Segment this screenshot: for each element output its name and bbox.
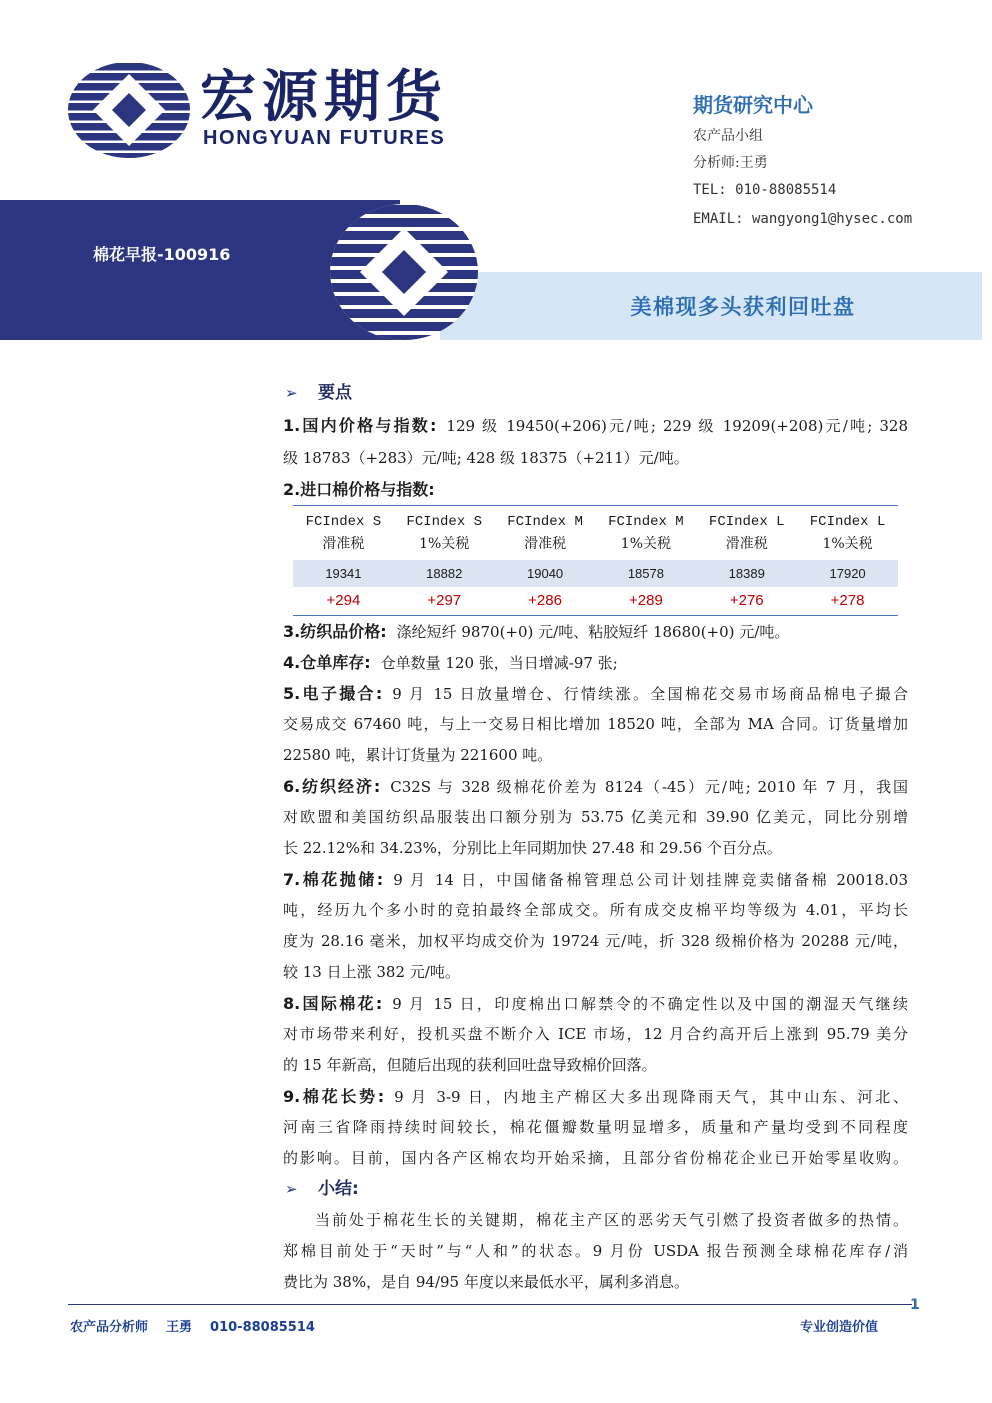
section-label: 9.棉花长势:	[283, 1087, 385, 1106]
text-line: 长 22.12%和 34.23%，分别比上年同期加快 27.48 和 29.56 个百分点。	[283, 839, 782, 857]
table-header-cell	[696, 506, 797, 560]
column-index-name: FCIndex L	[809, 514, 886, 530]
column-index-name: FCIndex M	[507, 514, 583, 530]
import-cotton-index-table	[293, 505, 898, 616]
research-center-title: 期货研究中心	[693, 93, 813, 117]
text-line	[283, 864, 908, 895]
column-tariff: 滑准税	[524, 536, 567, 552]
change-cell: +297	[427, 592, 462, 609]
section-text: 仓单数量 120 张，当日增减-97 张;	[380, 654, 618, 672]
table-header-cell	[797, 506, 898, 560]
section-label: 6.纺织经济:	[283, 777, 381, 796]
table-header-cell	[495, 506, 596, 560]
section-label: 1.国内价格与指数:	[283, 416, 437, 435]
key-points-title: 要点	[318, 383, 352, 403]
column-index-name: FCIndex M	[608, 514, 684, 530]
change-cell: +286	[528, 592, 562, 609]
hongyuan-emblem-icon	[330, 204, 478, 340]
text-line	[283, 647, 908, 678]
analyst-name: 分析师:王勇	[693, 155, 768, 171]
section-text: 涤纶短纤 9870(+0) 元/吨、粘胶短纤 18680(+0) 元/吨。	[396, 623, 790, 641]
text-line: 当前处于棉花生长的关键期，棉花主产区的恶劣天气引燃了投资者做多的热情。	[315, 1211, 908, 1229]
text-line: 费比为 38%，是自 94/95 年度以来最低水平，属利多消息。	[283, 1273, 689, 1291]
summary-title: 小结:	[318, 1179, 359, 1199]
text-line: 较 13 日上涨 382 元/吨。	[283, 963, 460, 981]
column-index-name: FCIndex S	[305, 514, 382, 530]
section-text: C32S 与 328 级棉花价差为 8124（-45）元/吨; 2010 年 7 月，我国	[390, 778, 908, 796]
text-line: 河南三省降雨持续时间较长，棉花僵瓣数量明显增多，质量和产量均受到不同程度	[283, 1118, 908, 1136]
summary-heading	[283, 1174, 908, 1205]
content-block-top	[283, 376, 908, 506]
column-index-name: FCIndex L	[708, 514, 785, 530]
table-header-cell	[394, 506, 495, 560]
text-line: 对欧盟和美国纺织品服装出口额分别为 53.75 亿美元和 39.90 亿美元，同比分别增	[283, 808, 908, 826]
table-header-cell	[293, 506, 394, 560]
change-cell: +278	[830, 592, 865, 609]
footer-name: 王勇	[166, 1320, 193, 1335]
arrow-bullet-icon: ➢	[285, 1180, 298, 1198]
text-line: 度为 28.16 毫米，加权平均成交价为 19724 元/吨，折 328 级棉价格为 20288 元/吨，	[283, 932, 908, 950]
text-line: 吨，经历九个多小时的竞拍最终全部成交。所有成交皮棉平均等级为 4.01，平均长	[283, 901, 908, 919]
price-cell: 19341	[325, 566, 362, 581]
section-label: 8.国际棉花:	[283, 994, 383, 1013]
text-line	[283, 771, 908, 802]
arrow-bullet-icon: ➢	[285, 384, 298, 402]
change-cell: +289	[629, 592, 663, 609]
column-tariff: 滑准税	[725, 536, 768, 552]
column-tariff: 1%关税	[822, 536, 873, 552]
text-line	[283, 616, 908, 647]
price-cell: 18578	[627, 566, 664, 581]
table-header-cell	[596, 506, 697, 560]
footer-phone: 010-88085514	[210, 1320, 315, 1335]
text-line: 22580 吨，累计订货量为 221600 吨。	[283, 746, 553, 764]
column-index-name: FCIndex S	[406, 514, 483, 530]
logo-name-en: HONGYUAN FUTURES	[203, 127, 446, 149]
price-cell: 19040	[527, 566, 564, 581]
change-cell: +294	[326, 592, 361, 609]
price-cell: 18882	[426, 566, 463, 581]
key-points-heading	[283, 376, 908, 410]
group-name: 农产品小组	[693, 128, 763, 144]
column-tariff: 滑准税	[322, 536, 365, 552]
section-label: 5.电子撮合:	[283, 684, 383, 703]
report-id: 棉花早报-100916	[93, 245, 231, 264]
section-label: 2.进口棉价格与指数:	[283, 480, 435, 499]
section-label: 4.仓单库存:	[283, 653, 371, 672]
content-block-bottom	[283, 616, 908, 1298]
section-text: 9 月 15 日放量增仓、行情续涨。全国棉花交易市场商品棉电子撮合	[392, 685, 908, 703]
footer-contact	[70, 1318, 333, 1338]
table-row-prices	[293, 560, 898, 587]
section-label: 3.纺织品价格:	[283, 622, 387, 641]
section-text: 9 月 3-9 日，内地主产棉区大多出现降雨天气，其中山东、河北、	[394, 1088, 908, 1106]
column-tariff: 1%关税	[620, 536, 672, 552]
footer-role: 农产品分析师	[70, 1320, 149, 1335]
analyst-tel: TEL: 010-88085514	[693, 182, 837, 198]
analyst-email: EMAIL: wangyong1@hysec.com	[693, 211, 913, 227]
report-headline: 美棉现多头获利回吐盘	[630, 295, 856, 319]
text-line	[283, 988, 908, 1019]
text-line: 的 15 年新高，但随后出现的获利回吐盘导致棉价回落。	[283, 1056, 657, 1074]
text-line: 对市场带来利好，投机买盘不断介入 ICE 市场，12 月合约高开后上涨到 95.79 美分	[283, 1025, 908, 1043]
footer-slogan: 专业创造价值	[800, 1320, 879, 1335]
section-text: 9 月 14 日，中国储备棉管理总公司计划挂牌竞卖储备棉 20018.03	[393, 871, 908, 889]
text-line	[283, 678, 908, 709]
column-tariff: 1%关税	[419, 536, 470, 552]
text-line: 的影响。目前，国内各产区棉农均开始采摘，且部分省份棉花企业已开始零星收购。	[283, 1149, 908, 1167]
section-text: 9 月 15 日，印度棉出口解禁令的不确定性以及中国的潮湿天气继续	[392, 995, 908, 1013]
page-number: 1	[910, 1297, 920, 1313]
section-text: 129 级 19450(+206)元/吨; 229 级 19209(+208)元/吨; 328	[446, 417, 908, 435]
price-cell: 17920	[829, 566, 866, 581]
section-label: 7.棉花抛储:	[283, 870, 384, 889]
text-line: 级 18783（+283）元/吨; 428 级 18375（+211）元/吨。	[283, 449, 689, 467]
text-line	[283, 410, 908, 442]
table-header-row	[293, 506, 898, 560]
change-cell: +276	[729, 592, 764, 609]
hongyuan-logo-icon	[68, 62, 190, 158]
text-line: 交易成交 67460 吨，与上一交易日相比增加 18520 吨，全部为 MA 合同。订货量增加	[283, 715, 908, 733]
text-line	[283, 474, 908, 506]
text-line	[283, 1081, 908, 1112]
table-row-changes	[293, 587, 898, 615]
footer-rule	[68, 1304, 912, 1305]
text-line: 郑棉目前处于“天时”与“人和”的状态。9 月份 USDA 报告预测全球棉花库存/消	[283, 1242, 908, 1260]
logo-name-cn: 宏源期货	[200, 65, 448, 130]
price-cell: 18389	[728, 566, 765, 581]
